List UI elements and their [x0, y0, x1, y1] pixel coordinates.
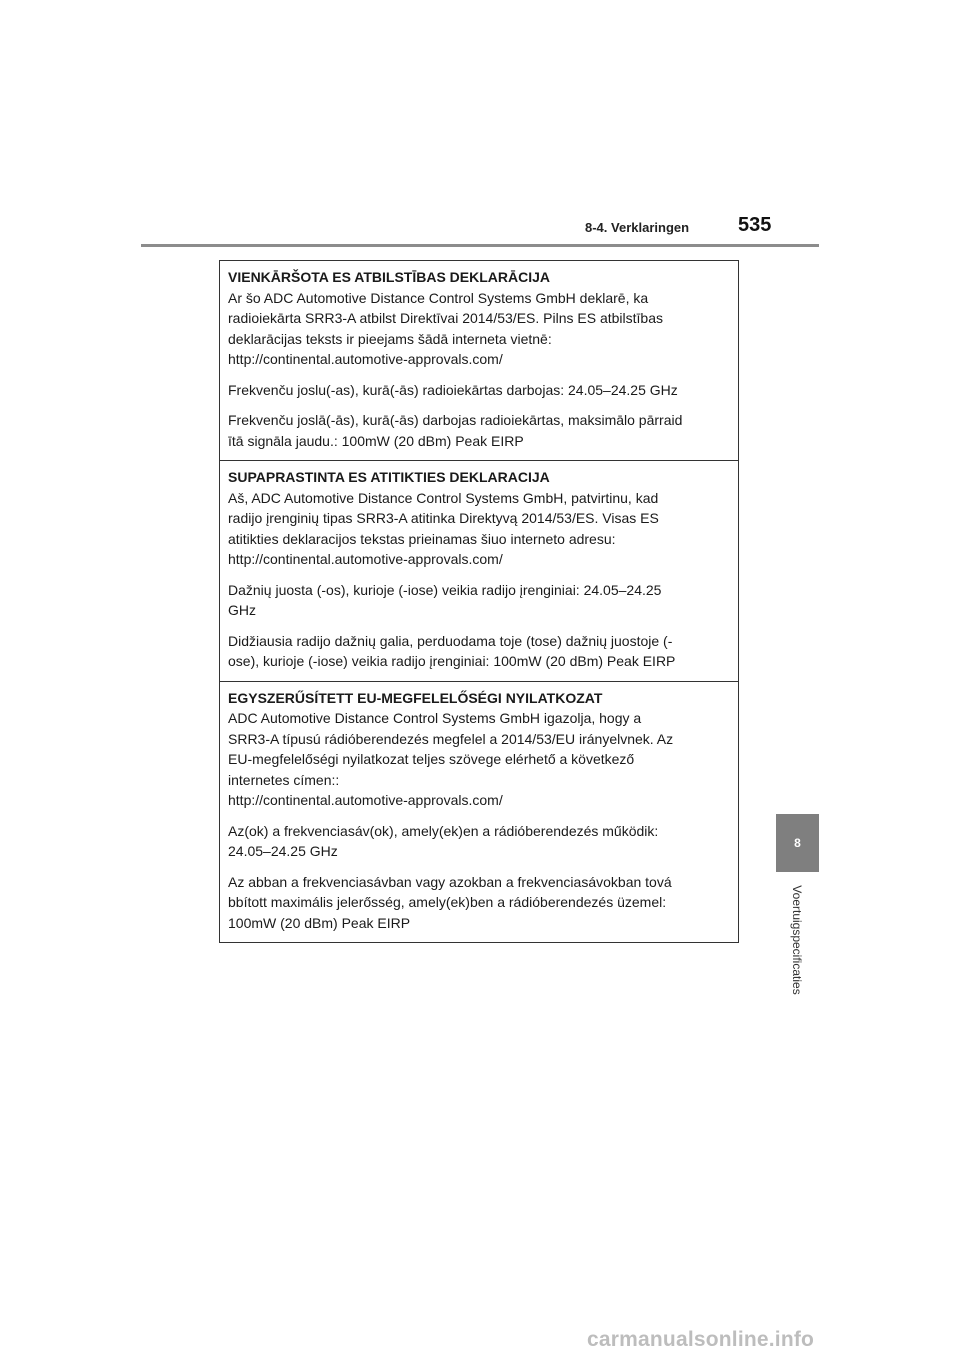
body-line: radioiekārta SRR3-A atbilst Direktīvai 2014/53/ES. Pilns ES atbilstības — [228, 310, 663, 326]
power-line: ītā signāla jaudu.: 100mW (20 dBm) Peak EIRP — [228, 432, 524, 449]
body-line: SRR3-A típusú rádióberendezés megfelel a 2014/53/EU irányelvnek. Az — [228, 730, 674, 747]
power-line: ose), kurioje (-iose) veikia radijo įrenginiai: 100mW (20 dBm) Peak EIRP — [228, 653, 676, 669]
declaration-title: SUPAPRASTINTA ES ATITIKTIES DEKLARACIJA — [228, 469, 550, 485]
site-watermark: carmanualsonline.info — [587, 1328, 815, 1351]
section-header: 8-4. Verklaringen — [585, 220, 690, 235]
declaration-latvian — [220, 261, 738, 461]
frequency-line: 24.05–24.25 GHz — [228, 843, 338, 859]
power-line: bbított maximális jelerősség, amely(ek)ben a rádióberendezés üzemel: — [228, 894, 667, 910]
frequency-line: Dažnių juosta (-os), kurioje (-iose) veikia radijo įrenginiai: 24.05–24.25 — [228, 581, 662, 598]
declaration-body — [228, 288, 730, 370]
body-line: deklarācijas teksts ir pieejams šādā interneta vietnē: — [228, 330, 552, 347]
approval-url: http://continental.automotive-approvals.com/ — [228, 351, 503, 367]
max-power-text — [228, 410, 730, 451]
frequency-band-text — [228, 380, 730, 401]
frequency-line: GHz — [228, 602, 256, 618]
frequency-line: Frekvenču joslu(-as), kurā(-ās) radioiekārtas darbojas: 24.05–24.25 GHz — [228, 381, 678, 398]
body-line: atitikties deklaracijos tekstas prieinamas šiuo interneto adresu: — [228, 530, 616, 547]
approval-url: http://continental.automotive-approvals.com/ — [228, 792, 503, 808]
body-line: EU-megfelelőségi nyilatkozat teljes szövege elérhető a következő — [228, 751, 635, 767]
declaration-lithuanian — [220, 461, 738, 682]
body-line: Aš, ADC Automotive Distance Control Systems GmbH, patvirtinu, kad — [228, 489, 659, 506]
body-line: Ar šo ADC Automotive Distance Control Systems GmbH deklarē, ka — [228, 289, 649, 306]
max-power-text — [228, 872, 730, 934]
declaration-body — [228, 708, 730, 811]
declaration-title: VIENKĀRŠOTA ES ATBILSTĪBAS DEKLARĀCIJA — [228, 269, 551, 285]
frequency-line: Az(ok) a frekvenciasáv(ok), amely(ek)en a rádióberendezés működik: — [228, 822, 659, 839]
declaration-title: EGYSZERŰSÍTETT EU-MEGFELELŐSÉGI NYILATKOZAT — [228, 689, 603, 706]
frequency-band-text — [228, 580, 730, 621]
header-rule — [141, 244, 819, 247]
declaration-hungarian — [220, 682, 738, 943]
chapter-tab — [776, 814, 819, 872]
max-power-text — [228, 631, 730, 672]
power-line: Didžiausia radijo dažnių galia, perduodama toje (tose) dažnių juostoje (- — [228, 632, 673, 649]
page-number: 535 — [738, 214, 772, 236]
body-line: internetes címen:: — [228, 771, 340, 788]
chapter-number: 8 — [794, 836, 801, 850]
frequency-band-text — [228, 821, 730, 862]
power-line: Frekvenču joslā(-ās), kurā(-ās) darbojas radioiekārtas, maksimālo pārraid — [228, 412, 683, 428]
body-line: radijo įrenginių tipas SRR3-A atitinka Direktyvą 2014/53/ES. Visas ES — [228, 510, 659, 526]
power-line: Az abban a frekvenciasávban vagy azokban a frekvenciasávokban tová — [228, 873, 672, 890]
declaration-body — [228, 488, 730, 570]
power-line: 100mW (20 dBm) Peak EIRP — [228, 914, 411, 931]
body-line: ADC Automotive Distance Control Systems GmbH igazolja, hogy a — [228, 710, 642, 726]
chapter-label: Voertuigspecificaties — [790, 885, 804, 995]
approval-url: http://continental.automotive-approvals.com/ — [228, 551, 503, 567]
declarations-table — [219, 260, 739, 943]
